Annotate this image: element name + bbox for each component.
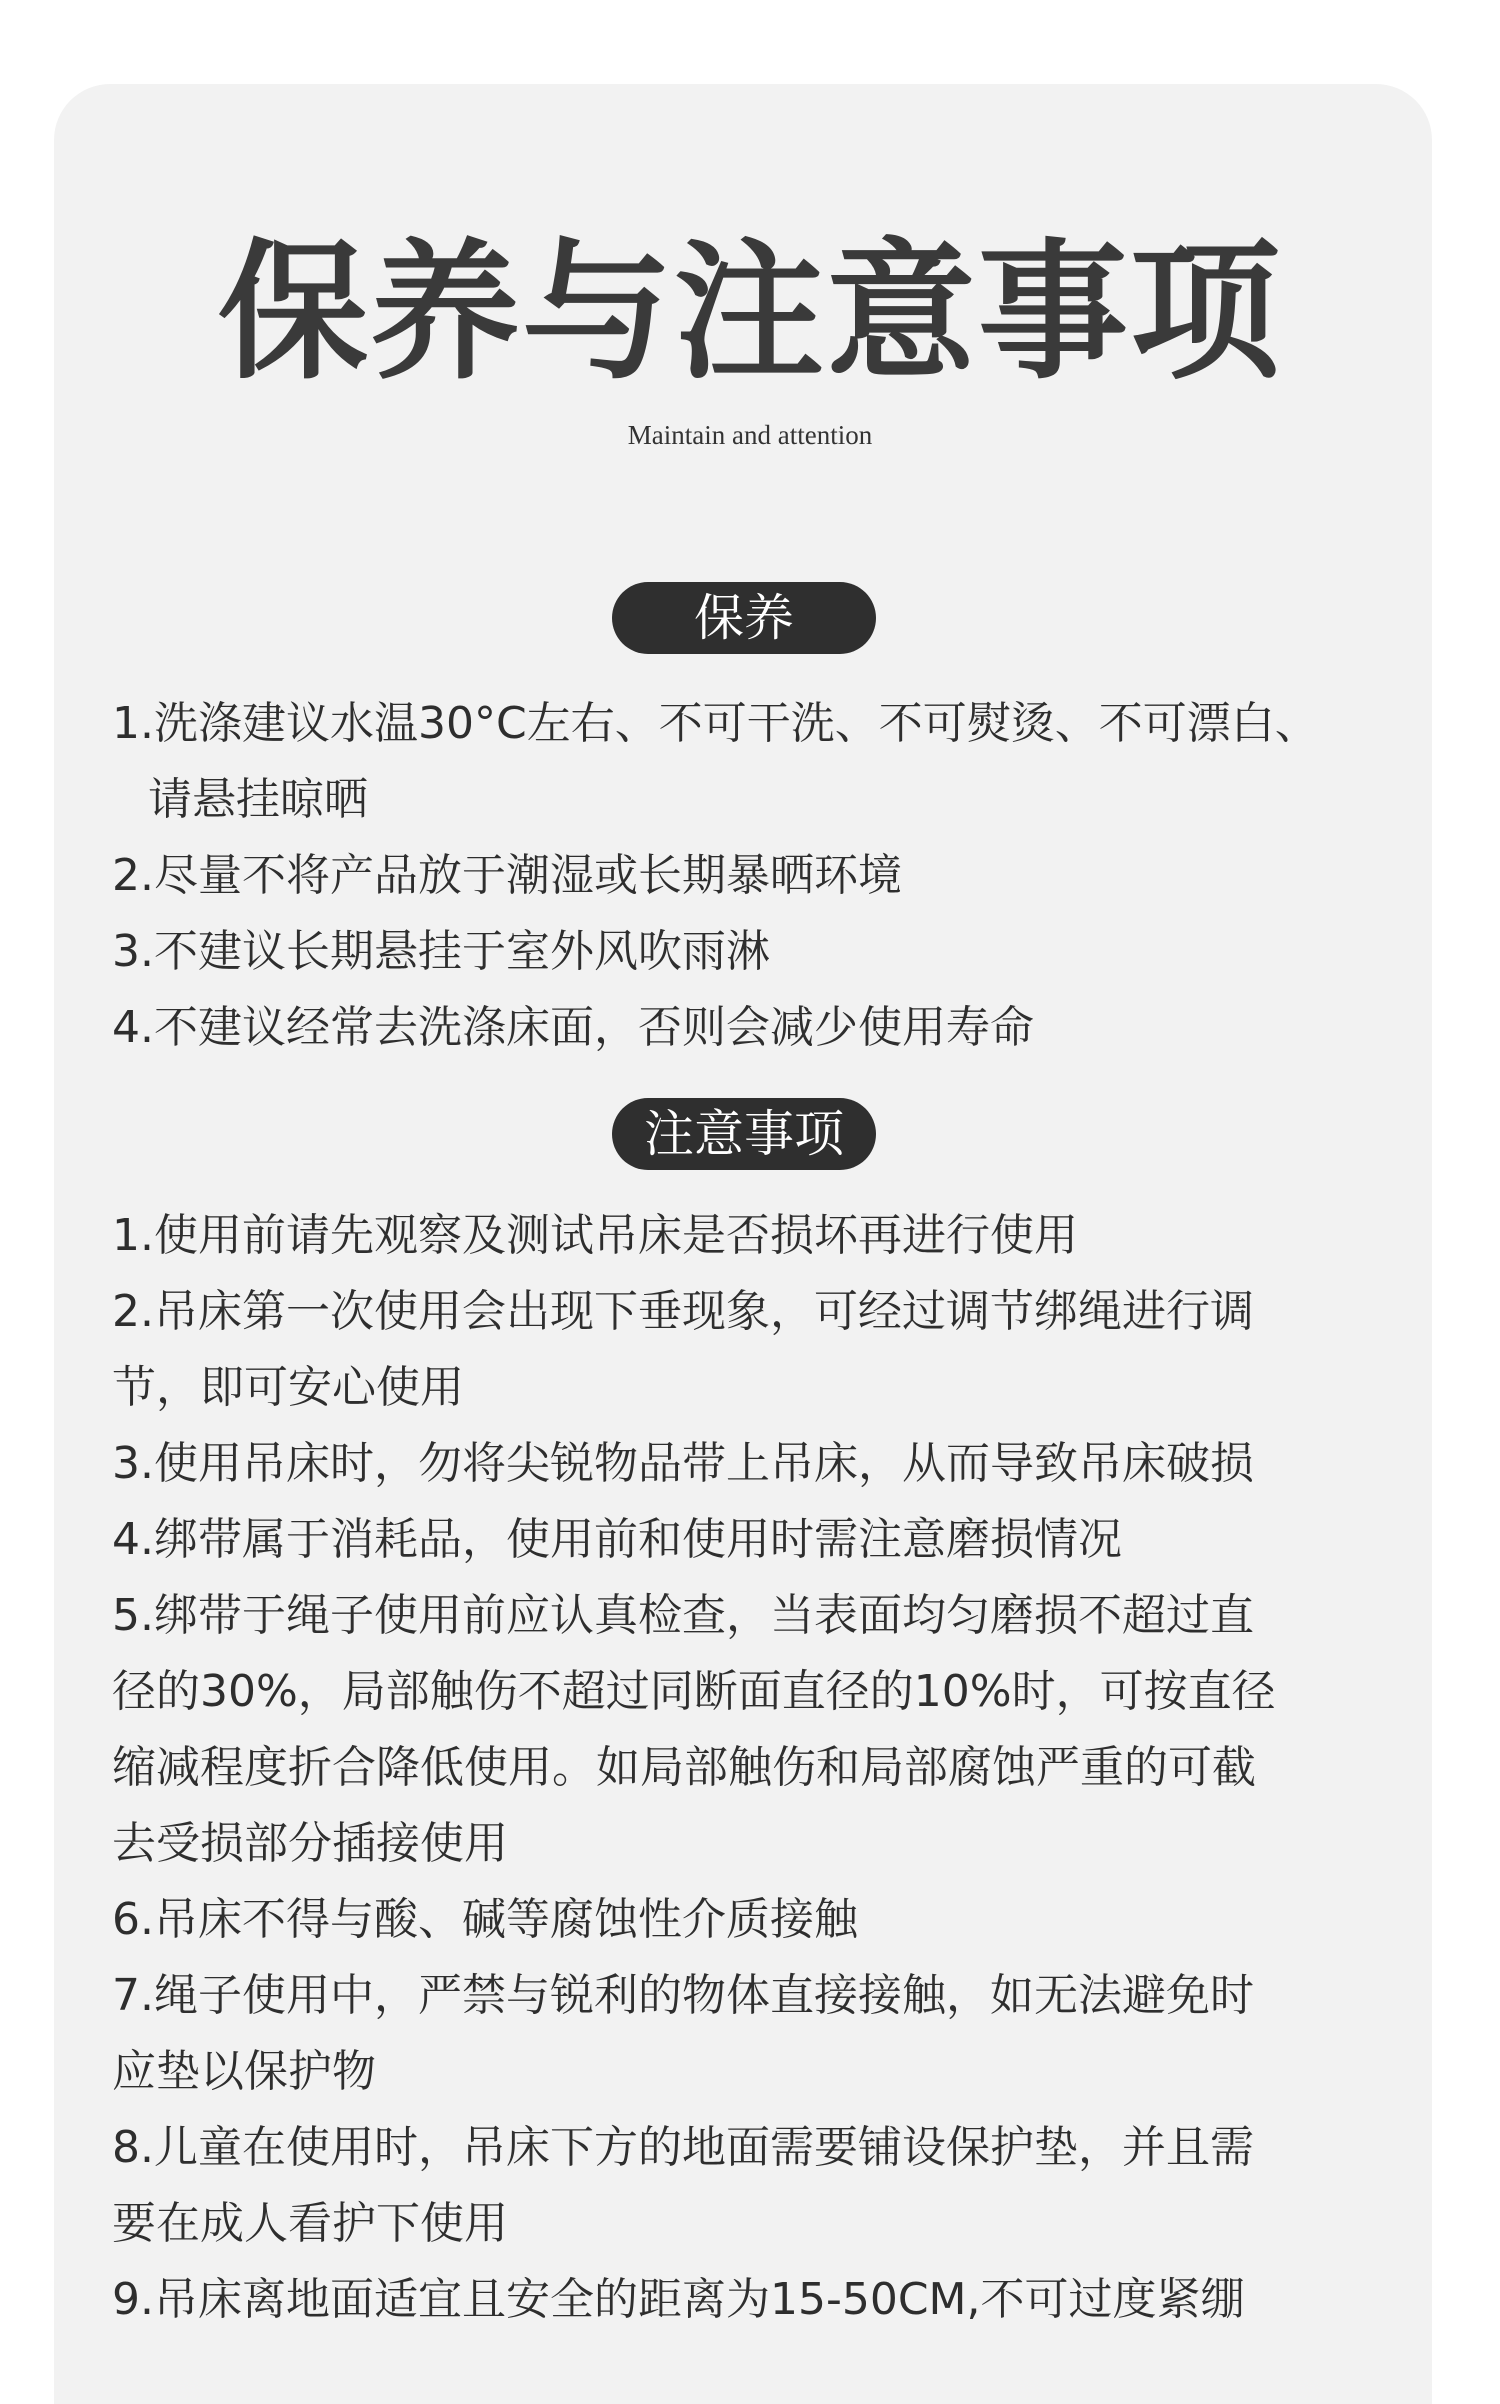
list-item-continuation: 去受损部分插接使用 bbox=[112, 1818, 508, 1869]
list-item: 5.绑带于绳子使用前应认真检查，当表面均匀磨损不超过直 bbox=[112, 1590, 1254, 1641]
list-item-continuation: 缩减程度折合降低使用。如局部触伤和局部腐蚀严重的可截 bbox=[112, 1742, 1256, 1793]
list-item-continuation: 要在成人看护下使用 bbox=[112, 2198, 508, 2249]
list-item: 8.儿童在使用时，吊床下方的地面需要铺设保护垫，并且需 bbox=[112, 2122, 1254, 2173]
list-item: 4.绑带属于消耗品，使用前和使用时需注意磨损情况 bbox=[112, 1514, 1122, 1565]
list-item: 2.吊床第一次使用会出现下垂现象，可经过调节绑绳进行调 bbox=[112, 1286, 1254, 1337]
maintenance-list bbox=[112, 686, 1392, 1066]
list-item: 7.绳子使用中，严禁与锐利的物体直接接触，如无法避免时 bbox=[112, 1970, 1254, 2021]
list-item: 2.尽量不将产品放于潮湿或长期暴晒环境 bbox=[112, 850, 902, 901]
page-title: 保养与注意事项 bbox=[217, 224, 1282, 400]
list-item: 9.吊床离地面适宜且安全的距离为15-50CM,不可过度紧绷 bbox=[112, 2274, 1245, 2325]
page-subtitle: Maintain and attention bbox=[627, 420, 873, 450]
list-item-continuation: 节，即可安心使用 bbox=[112, 1362, 464, 1413]
list-item: 3.使用吊床时，勿将尖锐物品带上吊床，从而导致吊床破损 bbox=[112, 1438, 1254, 1489]
section-label-maintenance: 保养 bbox=[612, 582, 876, 654]
list-item-continuation: 径的30%，局部触伤不超过同断面直径的10%时，可按直径 bbox=[112, 1666, 1276, 1717]
list-item-continuation: 应垫以保护物 bbox=[112, 2046, 376, 2097]
list-item-continuation: 请悬挂晾晒 bbox=[148, 774, 368, 825]
attention-list bbox=[112, 1198, 1392, 2338]
list-item: 3.不建议长期悬挂于室外风吹雨淋 bbox=[112, 926, 770, 977]
list-item: 1.洗涤建议水温30°C左右、不可干洗、不可熨烫、不可漂白、 bbox=[112, 698, 1319, 749]
section-label-attention: 注意事项 bbox=[612, 1098, 876, 1170]
list-item: 1.使用前请先观察及测试吊床是否损坏再进行使用 bbox=[112, 1210, 1078, 1261]
list-item: 6.吊床不得与酸、碱等腐蚀性介质接触 bbox=[112, 1894, 858, 1945]
list-item: 4.不建议经常去洗涤床面，否则会减少使用寿命 bbox=[112, 1002, 1034, 1053]
